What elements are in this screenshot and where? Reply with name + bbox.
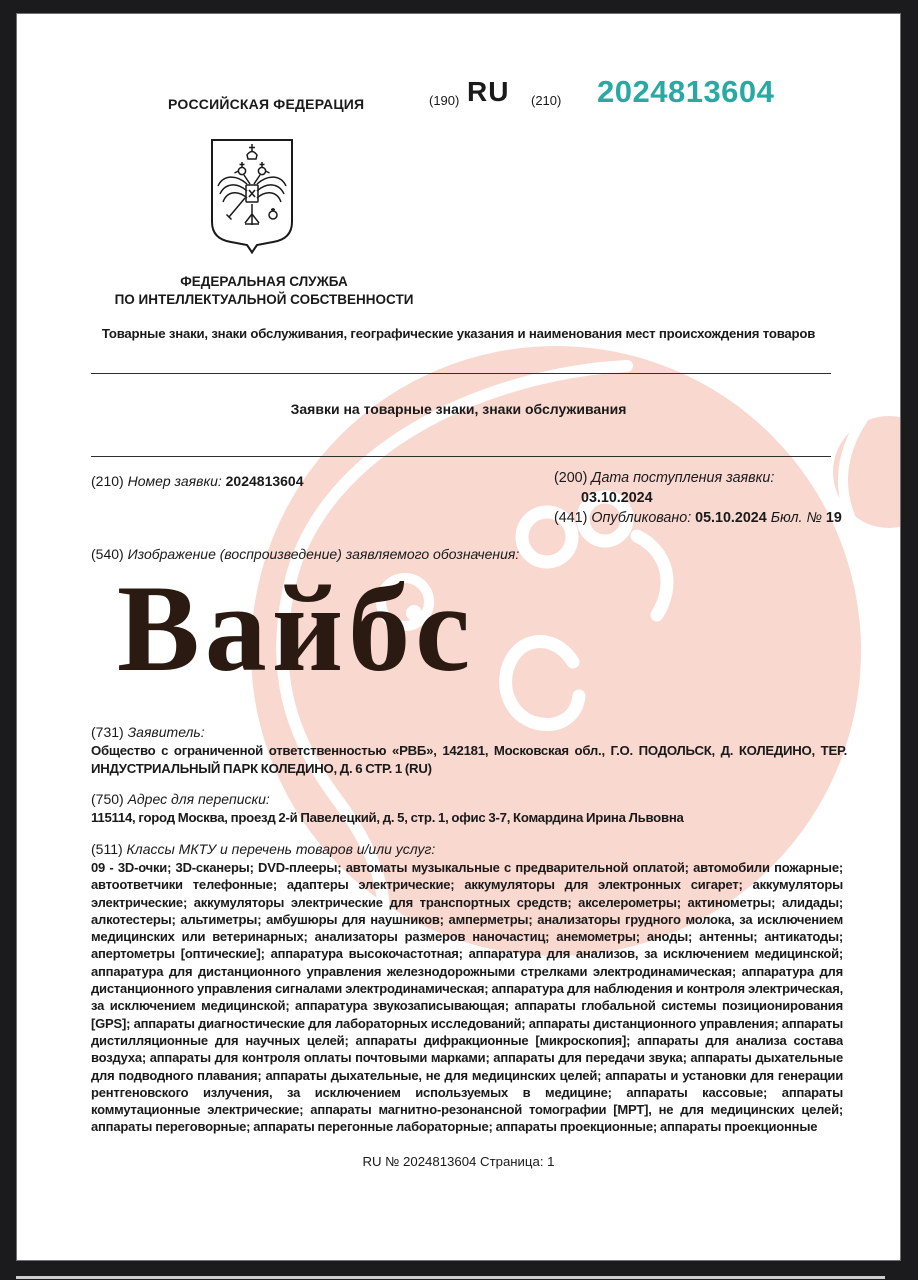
next-page-edge	[16, 1276, 885, 1279]
classes-label: Классы МКТУ и перечень товаров и/или услуг:	[126, 841, 436, 857]
inid-code-441: (441)	[554, 510, 588, 526]
inid-code-190: (190)	[429, 93, 460, 108]
published-row	[554, 510, 842, 526]
authority-name	[17, 273, 511, 308]
document-page	[16, 13, 901, 1261]
application-number-header: 2024813604	[597, 74, 775, 109]
bulletin-number: 19	[825, 510, 842, 526]
applicant-value: Общество с ограниченной ответственностью «РВБ», 142181, Московская обл., Г.О. ПОДОЛЬСК, Д. КОЛЕДИНО, ТЕР. ИНДУСТРИАЛЬНЫЙ ПАРК КОЛЕДИНО, Д. 6 СТР. 1 (RU)	[91, 743, 847, 776]
applicant-label: Заявитель:	[127, 724, 205, 740]
correspondence-label: Адрес для переписки:	[127, 791, 270, 807]
inid-code-540: (540)	[91, 546, 124, 562]
filing-date-label: Дата поступления заявки:	[591, 470, 775, 486]
published-label: Опубликовано:	[591, 510, 692, 526]
application-number-label: Номер заявки:	[127, 473, 222, 489]
page-footer: RU № 2024813604 Страница: 1	[17, 1154, 900, 1169]
correspondence-value: 115114, город Москва, проезд 2-й Павелецкий, д. 5, стр. 1, офис 3-7, Комардина Ирина Львовна	[91, 810, 684, 825]
application-number-value: 2024813604	[225, 473, 304, 489]
section-title: Заявки на товарные знаки, знаки обслуживания	[290, 401, 627, 417]
inid-code-731: (731)	[91, 724, 124, 740]
document-content	[17, 14, 900, 1260]
russian-coat-of-arms-icon	[209, 138, 295, 254]
country-title: РОССИЙСКАЯ ФЕДЕРАЦИЯ	[168, 96, 365, 112]
divider-bottom	[91, 456, 831, 457]
inid-code-200: (200)	[554, 470, 588, 486]
classes-list: 09 - 3D-очки; 3D-сканеры; DVD-плееры; автоматы музыкальные с предварительной оплатой; автомобили пожарные; автоответчики телефонные; адаптеры электрические; аккумуляторы для электронных сигарет; аккумуляторы электрические; аккумуляторы электрические для транспортных средств; акселерометры; актинометры; алидады; алкотестеры; альтиметры; амбушюры для наушников; амперметры; анализаторы грудного молока, за исключением медицинских или ветеринарных; анализаторы размеров наночастиц; анемометры; аноды; антенны; антикатоды; апертометры [оптические]; аппаратура высокочастотная; аппаратура для анализов, за исключением медицинской; аппаратура для дистанционного управления железнодорожными стрелками электродинамическая; аппаратура для дистанционного управления сигналами электродинамическая; аппаратура для наблюдения и контроля электрическая, за исключением медицинской; аппаратура звукозаписывающая; аппараты глобальной системы позиционирования [GPS]; аппараты диагностические для лабораторных исследований; аппараты дистанционного управления; аппараты дистилляционные для научных целей; аппараты дифракционные [микроскопия]; аппараты для анализа состава воздуха; аппараты для контроля оплаты почтовыми марками; аппараты для передачи звука; аппараты дыхательные для подводного плавания; аппараты дыхательные, не для медицинских целей; аппараты и установки для генерации рентгеновского излучения, за исключением используемых в медицине; аппараты кассовые; аппараты коммутационные электрические; аппараты магнитно-резонансной томографии [МРТ], не для медицинских целей; аппараты переговорные; аппараты перегонные лабораторные; аппараты проекционные; аппараты проекционные	[91, 860, 843, 1135]
field-applicant-label	[91, 724, 205, 740]
inid-code-210-header: (210)	[531, 93, 562, 108]
authority-line2: ПО ИНТЕЛЛЕКТУАЛЬНОЙ СОБСТВЕННОСТИ	[114, 291, 414, 307]
divider-top	[91, 373, 831, 374]
mark-image-label: Изображение (воспроизведение) заявляемого обозначения:	[127, 546, 520, 562]
document-category: Товарные знаки, знаки обслуживания, географические указания и наименования мест происхождения товаров	[101, 326, 816, 341]
field-correspondence-label	[91, 791, 270, 807]
country-code: RU	[467, 76, 510, 107]
inid-code-210: (210)	[91, 473, 124, 489]
trademark-wordmark: Вайбс	[117, 560, 476, 697]
authority-line1: ФЕДЕРАЛЬНАЯ СЛУЖБА	[180, 274, 348, 289]
inid-code-511: (511)	[91, 841, 123, 857]
field-dates-column	[554, 470, 842, 526]
filing-date-row	[554, 470, 842, 486]
field-application-number	[91, 473, 304, 489]
inid-code-750: (750)	[91, 791, 124, 807]
field-classes-label	[91, 841, 435, 857]
bulletin-label: Бюл. №	[770, 510, 822, 526]
published-date-value: 05.10.2024	[695, 510, 767, 526]
filing-date-value: 03.10.2024	[581, 490, 653, 506]
